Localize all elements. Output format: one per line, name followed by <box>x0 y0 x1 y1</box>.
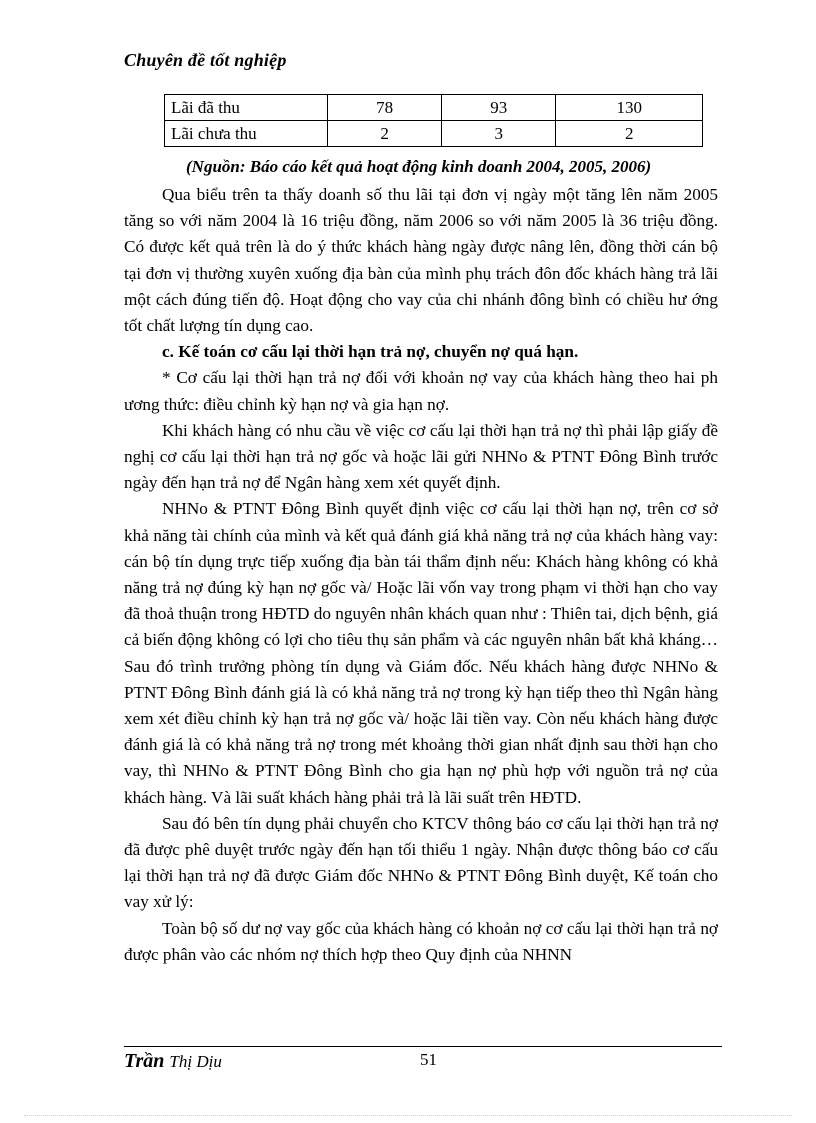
paragraph: Qua biểu trên ta thấy doanh số thu lãi tại đơn vị ngày một tăng lên năm 2005 tăng so với năm 2004 là 16 triệu đồng, năm 2006 so với năm 2005 là 36 triệu đồng. Có được kết quả trên là do ý thức khách hàng ngày được nâng lên, đồng thời cán bộ tại đơn vị thường xuyên xuống địa bàn của mình phụ trách đôn đốc khách hàng trả lãi một cách đúng tiến độ. Hoạt động cho vay của chi nhánh đông bình có chiều hư ớng tốt chất lượng tín dụng cao. <box>124 185 718 336</box>
page-bottom-border <box>24 1115 792 1116</box>
author-given-name: Thị Dịu <box>169 1052 222 1071</box>
table-cell-label: Lãi đã thu <box>165 95 328 121</box>
table-cell-value: 93 <box>442 95 556 121</box>
footer-divider <box>124 1046 722 1047</box>
page-number: 51 <box>420 1050 437 1069</box>
table-cell-value: 78 <box>328 95 442 121</box>
table-cell-value: 3 <box>442 121 556 147</box>
author-surname: Trần <box>124 1050 165 1072</box>
section-heading: c. Kế toán cơ cấu lại thời hạn trả nợ, chuyển nợ quá hạn. <box>162 342 579 362</box>
body-text <box>124 182 718 968</box>
paragraph: NHNo & PTNT Đông Bình quyết định việc cơ cấu lại thời hạn nợ, trên cơ sở khả năng tài chính của mình và kết quả đánh giá khả năng trả nợ của khách hàng vay: cán bộ tín dụng trực tiếp xuống địa bàn tái thẩm định nếu: Khách hàng không có khả năng trả nợ đúng kỳ hạn nợ gốc và/ Hoặc lãi vốn vay trong phạm vi thời hạn cho vay đã thoả thuận trong HĐTD do nguyên nhân khách quan như : Thiên tai, dịch bệnh, giá cả biến động không có lợi cho tiêu thụ sản phẩm và các nguyên nhân bất khả kháng… Sau đó trình trưởng phòng tín dụng và Giám đốc. Nếu khách hàng được NHNo & PTNT Đông Bình đánh giá là có khả năng trả nợ trong kỳ hạn tiếp theo thì Ngân hàng xem xét điều chỉnh kỳ hạn trả nợ gốc và/ hoặc lãi tiền vay. Còn nếu khách hàng được đánh giá là có khả năng trả nợ trong mét khoảng thời gian nhất định sau thời hạn cho vay, thì NHNo & PTNT Đông Bình cho gia hạn nợ phù hợp với nguồn trả nợ của khách hàng. Và lãi suất khách hàng phải trả là lãi suất trên HĐTD. <box>124 499 718 807</box>
paragraph: Sau đó bên tín dụng phải chuyển cho KTCV thông báo cơ cấu lại thời hạn trả nợ đã được phê duyệt trước ngày đến hạn tối thiểu 1 ngày. Nhận được thông báo cơ cấu lại thời hạn trả nợ đã được Giám đốc NHNo & PTNT Đông Bình duyệt, Kế toán cho vay xử lý: <box>124 813 718 912</box>
table-cell-value: 2 <box>556 121 703 147</box>
table-row <box>165 95 703 121</box>
document-header-title: Chuyên đề tốt nghiệp <box>124 50 287 70</box>
paragraph: Khi khách hàng có nhu cầu về việc cơ cấu lại thời hạn trả nợ thì phải lập giấy đề nghị cơ cấu lại thời hạn trả nợ gốc và hoặc lãi gửi NHNo & PTNT Đông Bình trước ngày đến hạn trả nợ để Ngân hàng xem xét quyết định. <box>124 420 718 493</box>
table-row <box>165 121 703 147</box>
table-cell-label: Lãi chưa thu <box>165 121 328 147</box>
table-cell-value: 2 <box>328 121 442 147</box>
footer-author <box>124 1050 222 1073</box>
source-note: (Nguồn: Báo cáo kết quả hoạt động kinh doanh 2004, 2005, 2006) <box>186 157 652 176</box>
interest-table <box>164 94 703 147</box>
paragraph: * Cơ cấu lại thời hạn trả nợ đối với khoản nợ vay của khách hàng theo hai ph ương thức: điều chỉnh kỳ hạn nợ và gia hạn nợ. <box>124 368 718 414</box>
table-cell-value: 130 <box>556 95 703 121</box>
paragraph: Toàn bộ số dư nợ vay gốc của khách hàng có khoản nợ cơ cấu lại thời hạn trả nợ được phân vào các nhóm nợ thích hợp theo Quy định của NHNN <box>124 918 718 964</box>
